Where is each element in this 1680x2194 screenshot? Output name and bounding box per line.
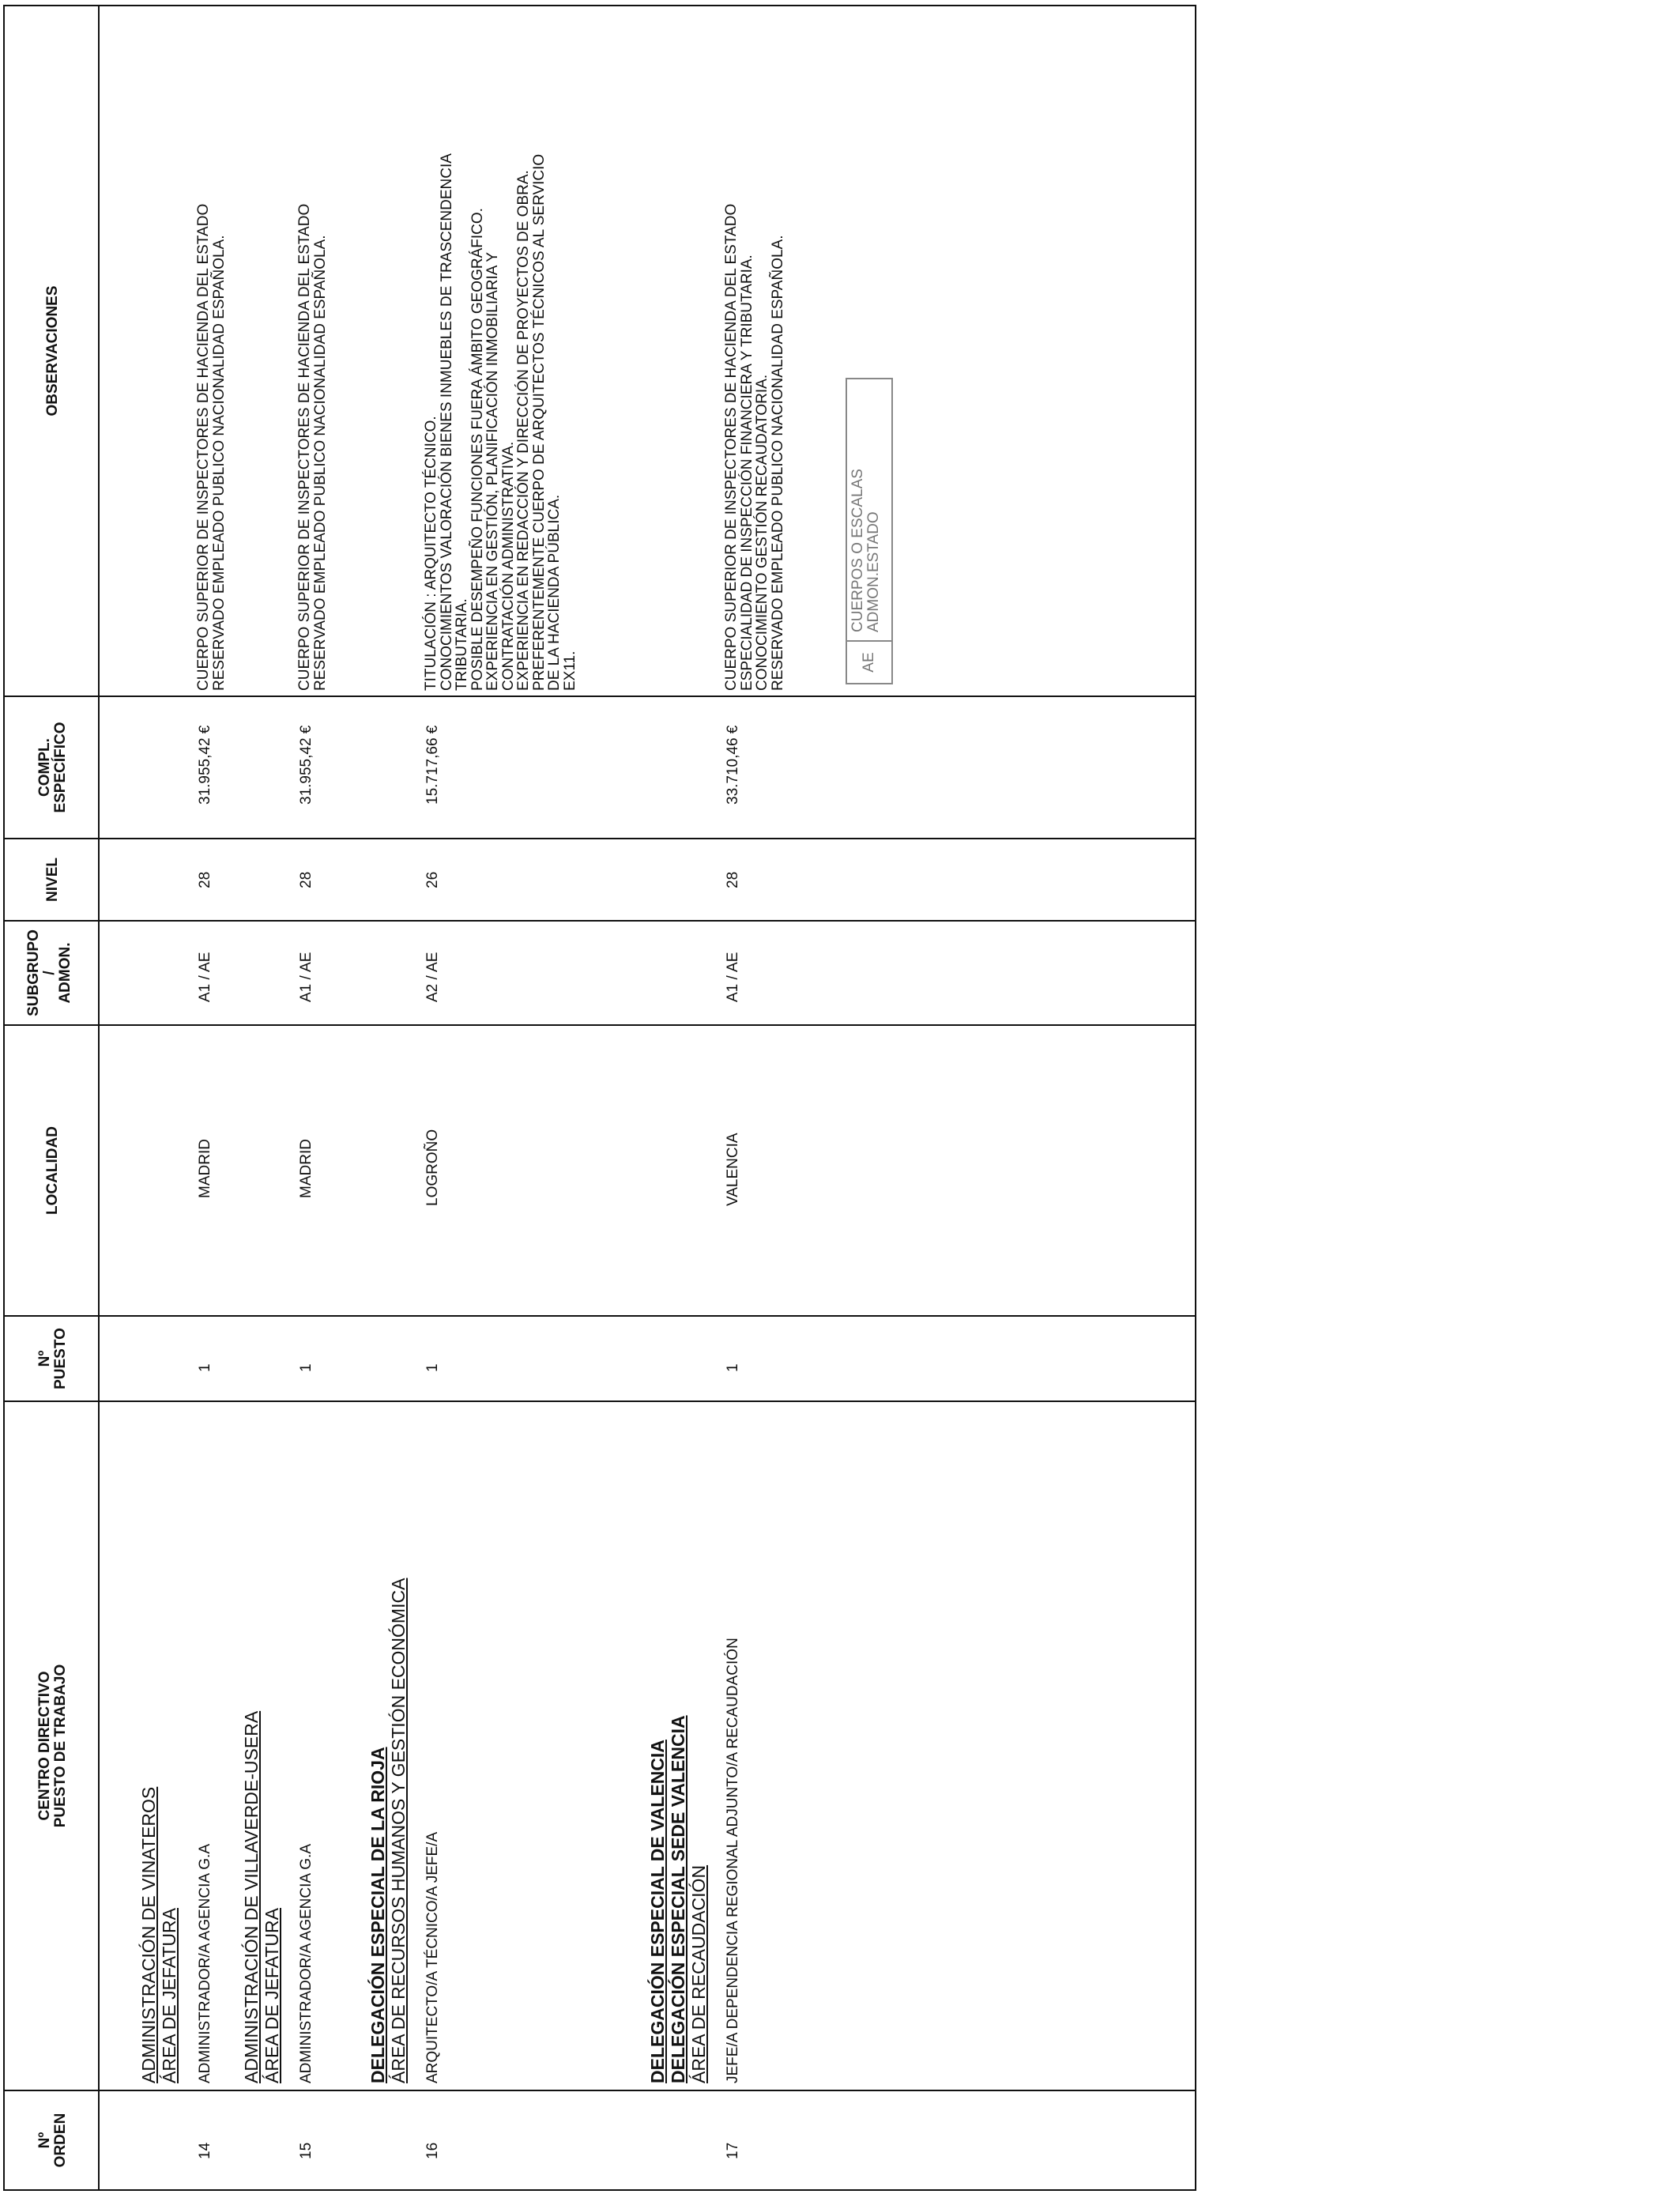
legend-description: CUERPOS O ESCALAS ADMON.ESTADO bbox=[849, 469, 882, 632]
col-sep-centro bbox=[3, 1400, 1196, 1402]
subgrupo: A1 / AE bbox=[725, 952, 741, 1002]
header-centro: CENTRO DIRECTIVO PUESTO DE TRABAJO bbox=[36, 1664, 69, 1828]
observaciones: CUERPO SUPERIOR DE INSPECTORES DE HACIENDA DEL ESTADO RESERVADO EMPLEADO PUBLICO NACIONALIDAD ESPAÑOLA. bbox=[296, 203, 329, 691]
header-divider bbox=[98, 5, 100, 2191]
centro-directivo: ADMINISTRACIÓN DE VILLAVERDE-USERA bbox=[241, 1710, 262, 2083]
row-orden: 15 bbox=[298, 2142, 315, 2159]
table-border-top bbox=[3, 5, 5, 2191]
nivel: 28 bbox=[197, 871, 213, 888]
num-puestos: 1 bbox=[197, 1363, 213, 1372]
table-border-bottom bbox=[1195, 5, 1196, 2191]
centro-directivo: ADMINISTRACIÓN DE VINATEROS bbox=[138, 1786, 159, 2083]
area: ÁREA DE RECAUDACIÓN bbox=[688, 1864, 709, 2083]
header-subgrupo: SUBGRUPO / ADMON. bbox=[25, 929, 73, 1016]
col-sep-subgrupo bbox=[3, 920, 1196, 922]
col-sep-orden bbox=[3, 2090, 1196, 2091]
delegacion: DELEGACIÓN ESPECIAL DE VALENCIA bbox=[647, 1740, 668, 2083]
row-orden: 14 bbox=[197, 2142, 213, 2159]
col-sep-nivel bbox=[3, 838, 1196, 839]
observaciones: CUERPO SUPERIOR DE INSPECTORES DE HACIENDA DEL ESTADO ESPECIALIDAD DE INSPECCIÓN FINANCIERA Y TRIBUTARIA. CONOCIMIENTO GESTIÓN RECAUDATORIA. RESERVADO EMPLEADO PUBLICO NACIONALIDAD ESPAÑOLA. bbox=[723, 203, 786, 691]
legend-box bbox=[846, 378, 893, 684]
num-puestos: 1 bbox=[725, 1363, 741, 1372]
compl-especifico: 33.710,46 € bbox=[725, 725, 741, 805]
col-sep-puesto bbox=[3, 1315, 1196, 1317]
compl-especifico: 31.955,42 € bbox=[197, 725, 213, 805]
num-puestos: 1 bbox=[298, 1363, 315, 1372]
puesto-trabajo: ADMINISTRADOR/A AGENCIA G.A bbox=[197, 1843, 213, 2083]
observaciones: TITULACIÓN : ARQUITECTO TÉCNICO. CONOCIMIENTOS VALORACIÓN BIENES INMUEBLES DE TRASCENDENCIA TRIBUTARIA. POSIBLE DESEMPEÑO FUNCIONES FUERA ÁMBITO GEOGRÁFICO. EXPERIENCIA EN GESTIÓN, PLANIFICACIÓN INMOBILIARIA Y CONTRATACIÓN ADMINISTRATIVA. EXPERIENCIA EN REDACCIÓN Y DIRECCIÓN DE PROYECTOS DE OBRA. PREFERENTEMENTE CUERPO DE ARQUITECTOS TÉCNICOS AL SERVICIO DE LA HACIENDA PÚBLICA. EX11. bbox=[423, 153, 578, 691]
nivel: 28 bbox=[725, 871, 741, 888]
row-orden: 17 bbox=[725, 2142, 741, 2159]
puesto-trabajo: ARQUITECTO/A TÉCNICO/A JEFE/A bbox=[424, 1831, 441, 2083]
table-border-right bbox=[3, 5, 1196, 6]
subgrupo: A2 / AE bbox=[424, 952, 441, 1002]
header-nivel: NIVEL bbox=[44, 858, 61, 902]
num-puestos: 1 bbox=[424, 1363, 441, 1372]
header-observaciones: OBSERVACIONES bbox=[44, 285, 61, 417]
area: ÁREA DE JEFATURA bbox=[262, 1908, 282, 2083]
col-sep-compl bbox=[3, 696, 1196, 697]
localidad: MADRID bbox=[197, 1139, 213, 1198]
localidad: LOGROÑO bbox=[424, 1129, 441, 1206]
area: ÁREA DE RECURSOS HUMANOS Y GESTIÓN ECONÓMICA bbox=[388, 1578, 409, 2083]
puesto-trabajo: ADMINISTRADOR/A AGENCIA G.A bbox=[298, 1843, 315, 2083]
row-orden: 16 bbox=[424, 2142, 441, 2159]
col-sep-localidad bbox=[3, 1024, 1196, 1026]
legend-code: AE bbox=[847, 640, 891, 683]
area: ÁREA DE JEFATURA bbox=[159, 1908, 179, 2083]
nivel: 28 bbox=[298, 871, 315, 888]
subgrupo: A1 / AE bbox=[197, 952, 213, 1002]
compl-especifico: 31.955,42 € bbox=[298, 725, 315, 805]
table-border-left bbox=[3, 2189, 1196, 2191]
observaciones: CUERPO SUPERIOR DE INSPECTORES DE HACIENDA DEL ESTADO RESERVADO EMPLEADO PUBLICO NACIONALIDAD ESPAÑOLA. bbox=[195, 203, 228, 691]
puesto-trabajo: JEFE/A DEPENDENCIA REGIONAL ADJUNTO/A RECAUDACIÓN bbox=[725, 1638, 741, 2083]
compl-especifico: 15.717,66 € bbox=[424, 725, 441, 805]
header-orden: Nº ORDEN bbox=[36, 2113, 69, 2168]
header-puesto: Nº PUESTO bbox=[36, 1328, 69, 1389]
localidad: VALENCIA bbox=[725, 1133, 741, 1206]
header-localidad: LOCALIDAD bbox=[44, 1126, 61, 1215]
delegacion-sede: DELEGACIÓN ESPECIAL SEDE VALENCIA bbox=[668, 1715, 688, 2083]
nivel: 26 bbox=[424, 871, 441, 888]
header-compl: COMPL. ESPECÍFICO bbox=[36, 722, 69, 813]
delegacion: DELEGACIÓN ESPECIAL DE LA RIOJA bbox=[367, 1747, 388, 2083]
localidad: MADRID bbox=[298, 1139, 315, 1198]
subgrupo: A1 / AE bbox=[298, 952, 315, 1002]
